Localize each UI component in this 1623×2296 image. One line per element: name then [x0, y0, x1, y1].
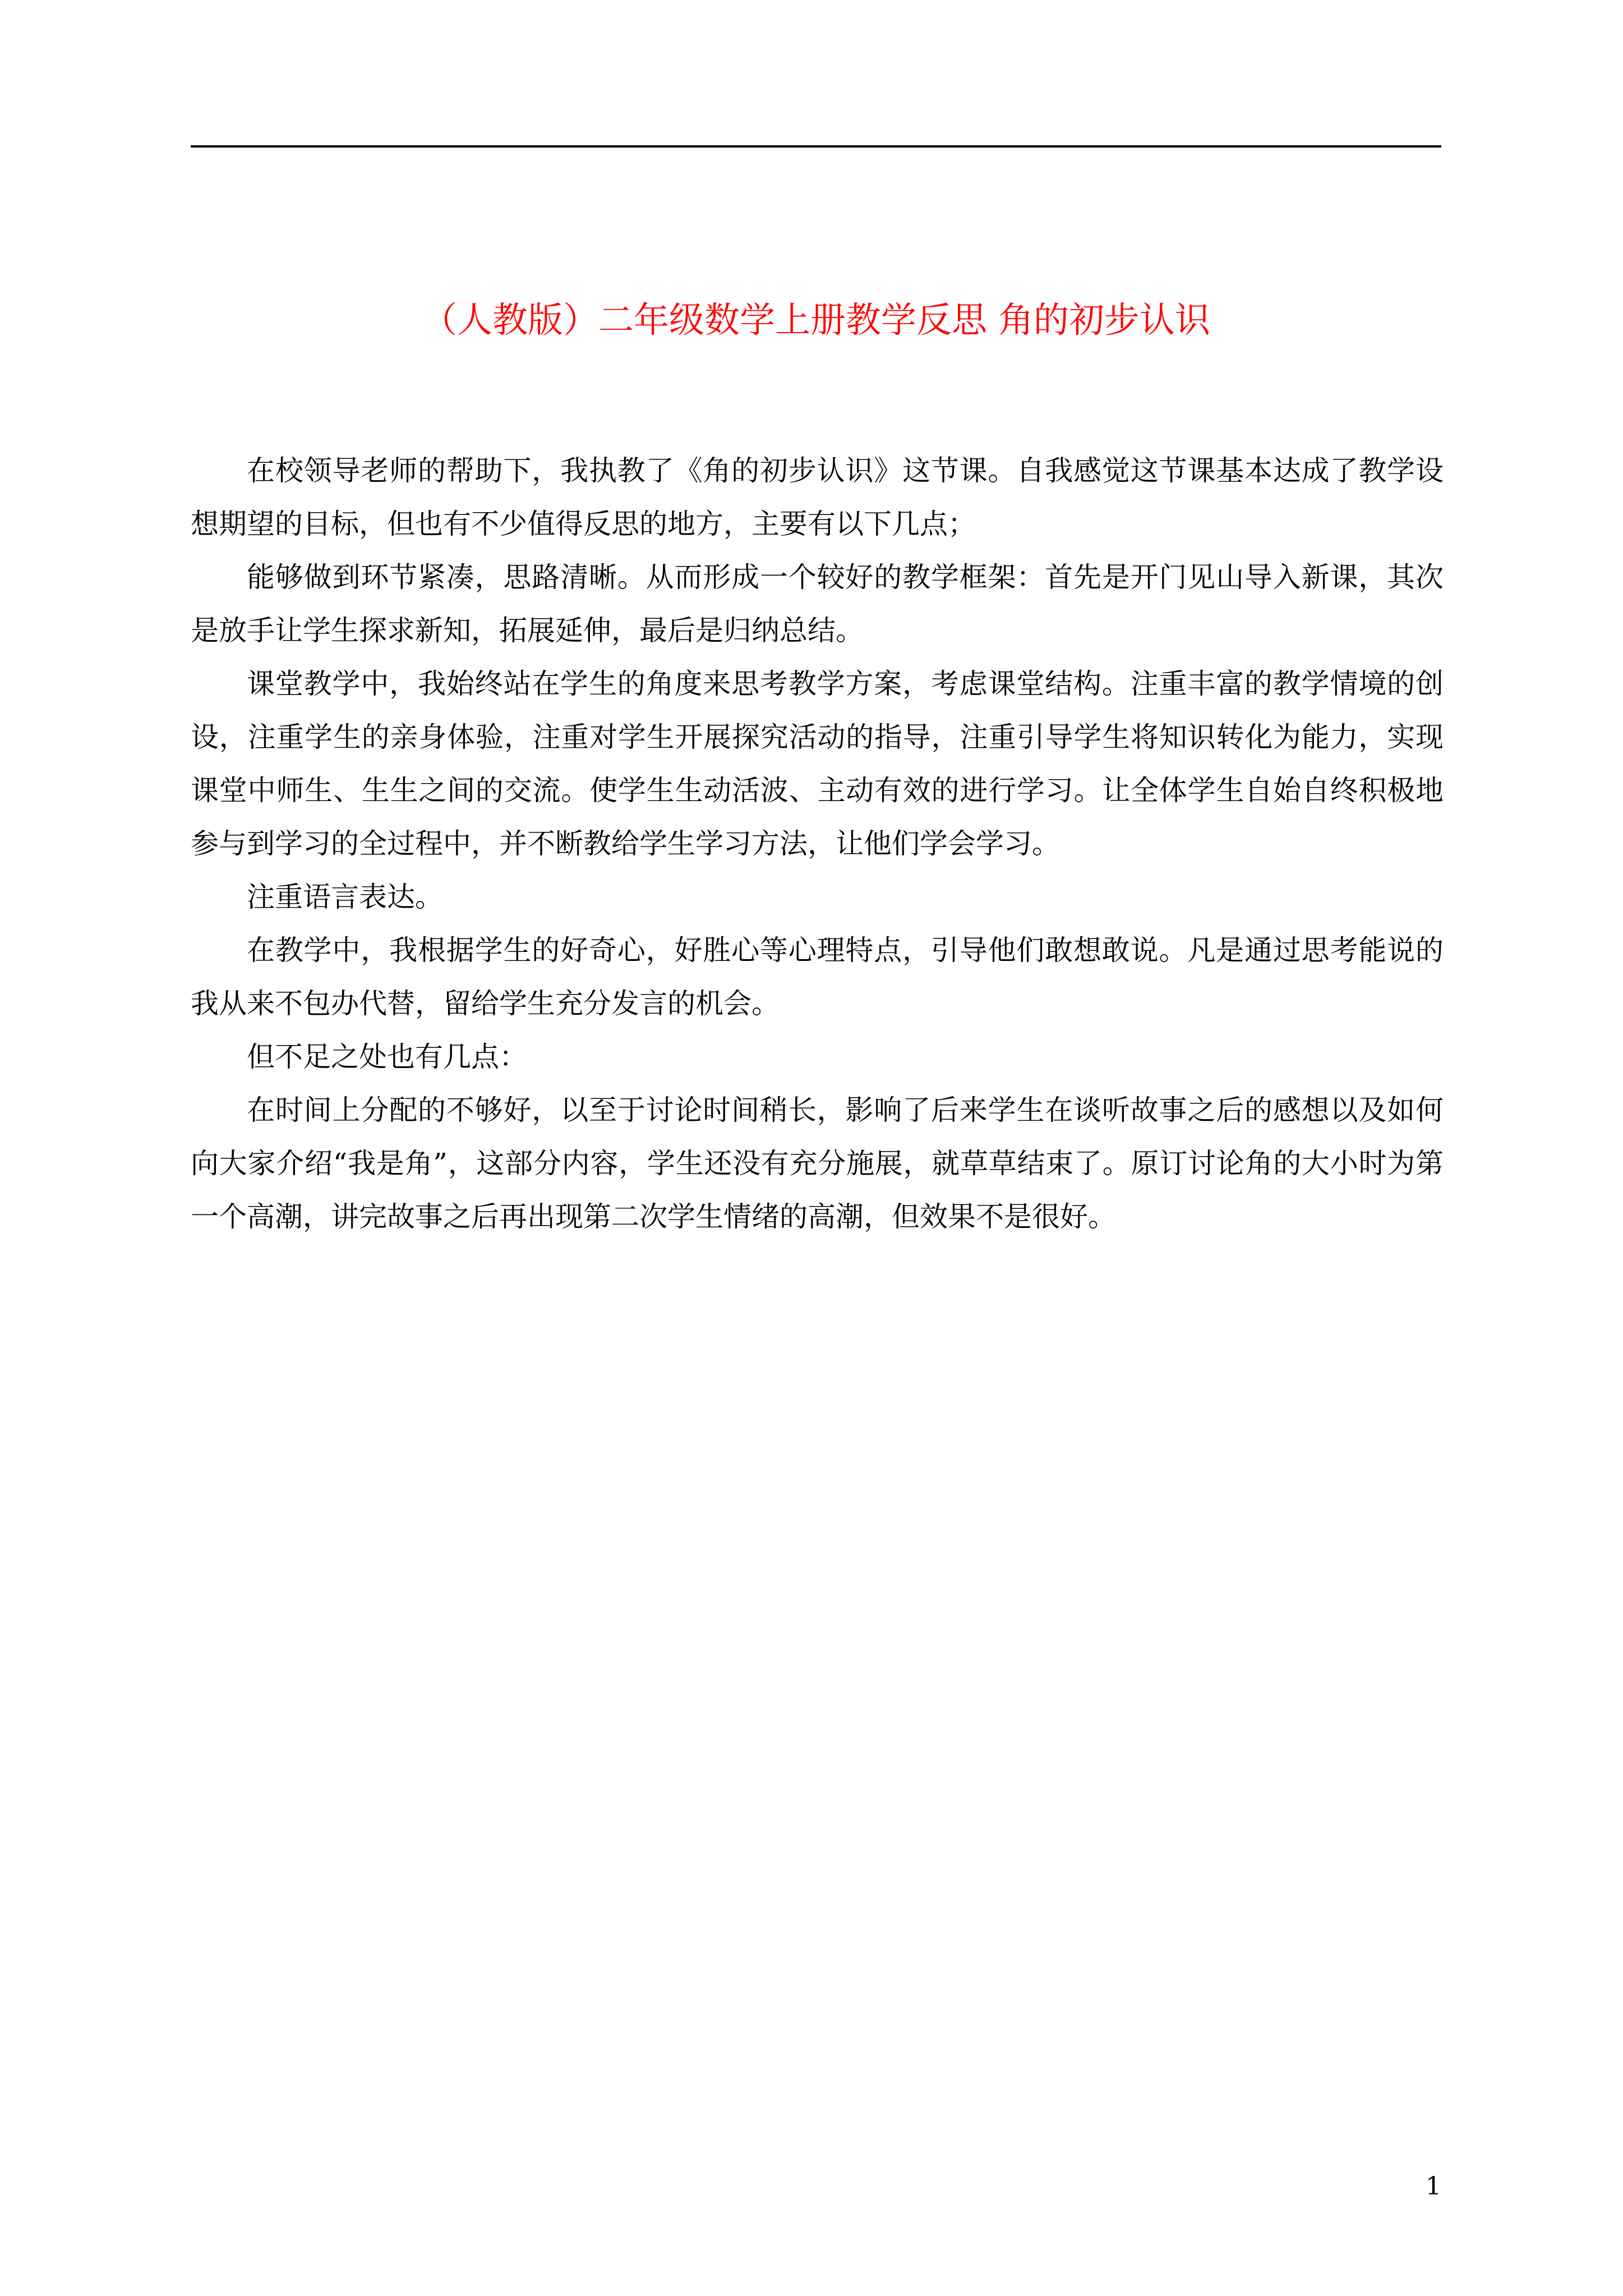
- paragraph: 注重语言表达。: [247, 881, 443, 913]
- document-title: （人教版）二年级数学上册教学反思 角的初步认识: [421, 300, 1211, 341]
- paragraph: 能够做到环节紧凑，思路清晰。从而形成一个较好的教学框架：首先是开门见山导入新课，其次是放手让学生探求新知，拓展延伸，最后是归纳总结。: [191, 561, 1444, 647]
- paragraph: 课堂教学中，我始终站在学生的角度来思考教学方案，考虑课堂结构。注重丰富的教学情境的创设，注重学生的亲身体验，注重对学生开展探究活动的指导，注重引导学生将知识转化为能力，实现课堂中师生、生生之间的交流。使学生生动活波、主动有效的进行学习。让全体学生自始自终积极地参与到学习的全过程中，并不断教给学生学习方法，让他们学会学习。: [191, 668, 1444, 860]
- paragraph: 但不足之处也有几点：: [247, 1041, 527, 1073]
- document-body: [191, 444, 1444, 1244]
- paragraph: 在时间上分配的不够好，以至于讨论时间稍长，影响了后来学生在谈听故事之后的感想以及如何向大家介绍“我是角”，这部分内容，学生还没有充分施展，就草草结束了。原订讨论角的大小时为第一个高潮，讲完故事之后再出现第二次学生情绪的高潮，但效果不是很好。: [191, 1094, 1444, 1233]
- page-number: 1: [1426, 2172, 1441, 2201]
- header-rule: [191, 145, 1441, 148]
- paragraph: 在教学中，我根据学生的好奇心，好胜心等心理特点，引导他们敢想敢说。凡是通过思考能说的我从来不包办代替，留给学生充分发言的机会。: [191, 934, 1444, 1020]
- paragraph: 在校领导老师的帮助下，我执教了《角的初步认识》这节课。自我感觉这节课基本达成了教学设想期望的目标，但也有不少值得反思的地方，主要有以下几点；: [191, 454, 1444, 540]
